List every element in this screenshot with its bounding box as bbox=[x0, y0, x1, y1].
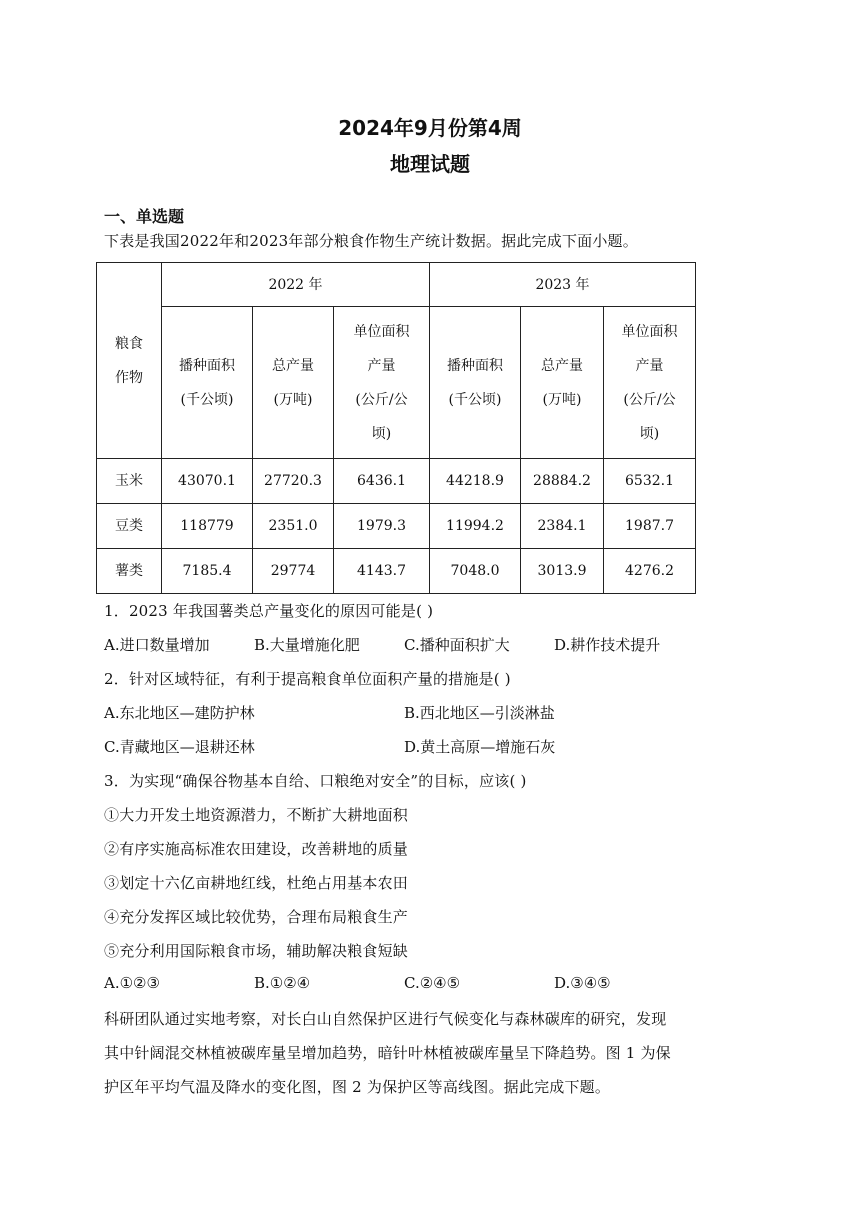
q3-item: ③划定十六亿亩耕地红线，杜绝占用基本农田 bbox=[104, 874, 409, 892]
col-output-2022: 总产量 (万吨) bbox=[253, 307, 334, 459]
q2-option-d: D.黄土高原—增施石灰 bbox=[404, 738, 556, 756]
q3-option-b: B.①②④ bbox=[254, 974, 311, 992]
page-subtitle: 地理试题 bbox=[390, 152, 470, 176]
q3-item: ①大力开发土地资源潜力，不断扩大耕地面积 bbox=[104, 806, 409, 824]
intro-text: 下表是我国2022年和2023年部分粮食作物生产统计数据。据此完成下面小题。 bbox=[104, 232, 638, 250]
table-row: 玉米 43070.1 27720.3 6436.1 44218.9 28884.2 6532.1 bbox=[97, 459, 696, 504]
passage-line: 科研团队通过实地考察，对长白山自然保护区进行气候变化与森林碳库的研究，发现 bbox=[104, 1010, 667, 1028]
q1-option-a: A.进口数量增加 bbox=[104, 636, 210, 654]
passage-line: 其中针阔混交林植被碳库量呈增加趋势，暗针叶林植被碳库量呈下降趋势。图 1 为保 bbox=[104, 1044, 671, 1062]
data-table bbox=[96, 262, 696, 594]
table-row: 豆类 118779 2351.0 1979.3 11994.2 2384.1 1987.7 bbox=[97, 504, 696, 549]
q1-option-b: B.大量增施化肥 bbox=[254, 636, 360, 654]
year-2023-header: 2023 年 bbox=[430, 263, 696, 307]
q3-item: ⑤充分利用国际粮食市场，辅助解决粮食短缺 bbox=[104, 942, 409, 960]
table-row: 薯类 7185.4 29774 4143.7 7048.0 3013.9 4276.2 bbox=[97, 549, 696, 594]
q3-option-c: C.②④⑤ bbox=[404, 974, 461, 992]
q2-option-c: C.青藏地区—退耕还林 bbox=[104, 738, 255, 756]
row-header-cell: 粮食 作物 bbox=[97, 263, 162, 459]
q3-option-a: A.①②③ bbox=[104, 974, 160, 992]
question-3-stem: 3．为实现“确保谷物基本自给、口粮绝对安全”的目标，应该( ) bbox=[104, 772, 527, 790]
section-heading: 一、单选题 bbox=[104, 207, 185, 226]
question-1-stem: 1．2023 年我国薯类总产量变化的原因可能是( ) bbox=[104, 602, 434, 620]
q3-item: ④充分发挥区域比较优势，合理布局粮食生产 bbox=[104, 908, 409, 926]
q2-option-b: B.西北地区—引淡淋盐 bbox=[404, 704, 555, 722]
col-area-2022: 播种面积 (千公顷) bbox=[162, 307, 253, 459]
q3-item: ②有序实施高标准农田建设，改善耕地的质量 bbox=[104, 840, 409, 858]
question-2-stem: 2．针对区域特征，有利于提高粮食单位面积产量的措施是( ) bbox=[104, 670, 511, 688]
col-area-2023: 播种面积 (千公顷) bbox=[430, 307, 521, 459]
q1-option-d: D.耕作技术提升 bbox=[554, 636, 661, 654]
q1-option-c: C.播种面积扩大 bbox=[404, 636, 510, 654]
page-title: 2024年9月份第4周 bbox=[338, 116, 522, 140]
year-2022-header: 2022 年 bbox=[162, 263, 430, 307]
col-yield-2022: 单位面积 产量 (公斤/公 顷) bbox=[334, 307, 430, 459]
q2-option-a: A.东北地区—建防护林 bbox=[104, 704, 255, 722]
q3-option-d: D.③④⑤ bbox=[554, 974, 611, 992]
passage-line: 护区年平均气温及降水的变化图，图 2 为保护区等高线图。据此完成下题。 bbox=[104, 1078, 611, 1096]
col-yield-2023: 单位面积 产量 (公斤/公 顷) bbox=[604, 307, 696, 459]
col-output-2023: 总产量 (万吨) bbox=[521, 307, 604, 459]
